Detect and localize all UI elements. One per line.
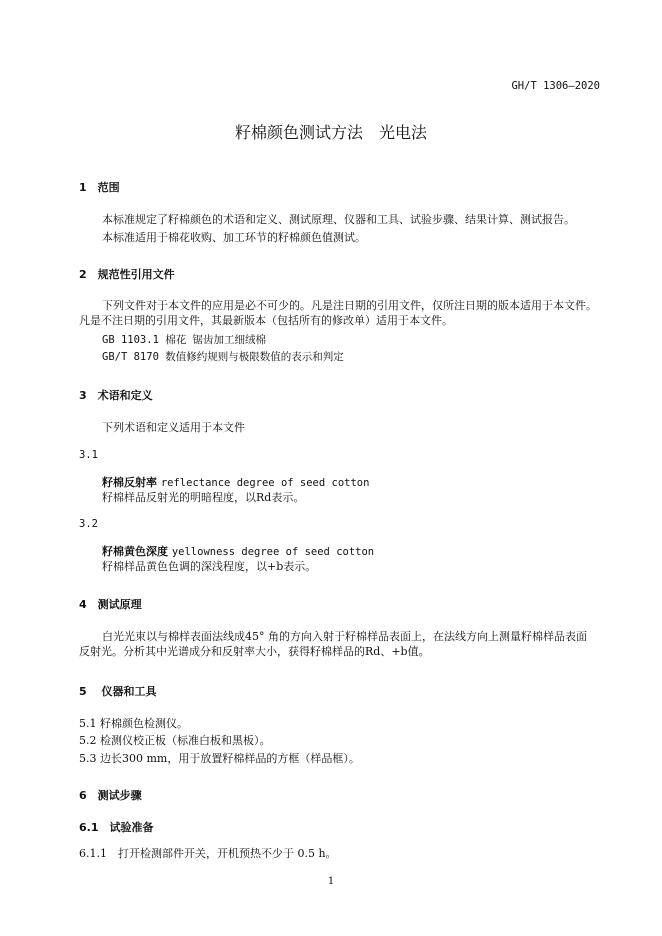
term-3-1-number: 3.1 (79, 449, 98, 461)
s5-item-3: 5.3 边长300 mm，用于放置籽棉样品的方框（样品框）。 (79, 752, 360, 765)
section-4-heading: 4 测试原理 (79, 598, 142, 611)
term-3-2-definition: 籽棉样品黄色色调的深浅程度，以+b表示。 (102, 560, 317, 573)
term-3-2-number: 3.2 (79, 518, 98, 530)
s3-intro: 下列术语和定义适用于本文件 (102, 421, 245, 434)
term-3-1-name: 籽棉反射率 (102, 476, 157, 489)
term-3-2 (102, 543, 374, 559)
reference-1: GB 1103.1 棉花 锯齿加工细绒棉 (102, 334, 267, 346)
section-2-heading: 2 规范性引用文件 (79, 268, 175, 281)
section-5-heading: 5 仪器和工具 (79, 685, 157, 698)
s5-item-1: 5.1 籽棉颜色检测仪。 (79, 717, 188, 730)
section-1-heading: 1 范围 (79, 181, 120, 194)
term-3-1-english: reflectance degree of seed cotton (160, 477, 370, 489)
document-title: 籽棉颜色测试方法 光电法 (234, 123, 427, 142)
s5-item-2: 5.2 检测仪校正板（标准白板和黑板）。 (79, 734, 271, 747)
s1-line-1: 本标准规定了籽棉颜色的术语和定义、测试原理、仪器和工具、试验步骤、结果计算、测试报告。 (102, 213, 575, 226)
section-6-heading: 6 测试步骤 (79, 789, 142, 802)
page-number: 1 (327, 876, 335, 887)
s2-paragraph: 下列文件对于本文件的应用是必不可少的。凡是注日期的引用文件，仅所注日期的版本适用于本文件。凡是不注日期的引用文件，其最新版本（包括所有的修改单）适用于本文件。 (79, 299, 597, 327)
reference-2: GB/T 8170 数值修约规则与极限数值的表示和判定 (102, 351, 344, 363)
s6-step-1: 6.1.1 打开检测部件开关，开机预热不少于 0.5 h。 (79, 847, 337, 860)
section-3-heading: 3 术语和定义 (79, 389, 153, 402)
standard-number: GH/T 1306—2020 (511, 80, 600, 92)
s1-line-2: 本标准适用于棉花收购、加工环节的籽棉颜色值测试。 (102, 231, 366, 244)
term-3-2-english: yellowness degree of seed cotton (171, 546, 375, 558)
s4-paragraph: 白光光束以与棉样表面法线成45° 角的方向入射于籽棉样品表面上，在法线方向上测量籽棉样品表面反射光。分析其中光谱成分和反射率大小，获得籽棉样品的Rd、+b值。 (79, 630, 587, 658)
term-3-1 (102, 474, 369, 490)
section-6-1-heading: 6.1 试验准备 (79, 821, 154, 834)
term-3-1-definition: 籽棉样品反射光的明暗程度，以Rd表示。 (102, 491, 305, 504)
term-3-2-name: 籽棉黄色深度 (102, 545, 168, 558)
